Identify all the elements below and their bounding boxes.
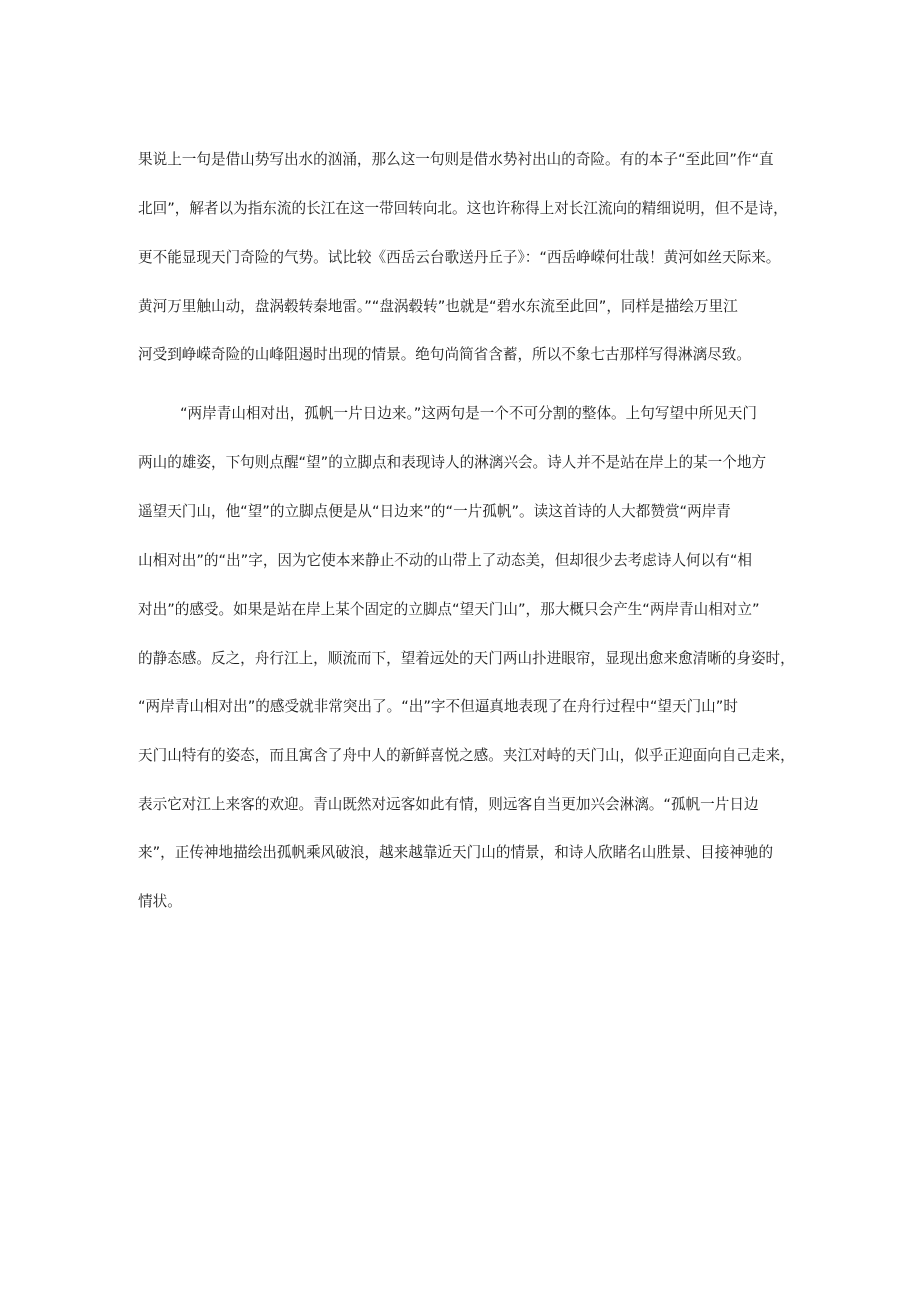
paragraph-2-line-6: 的静态感。反之，舟行江上，顺流而下，望着远处的天门两山扑进眼帘，显现出愈来愈清晰的身姿时， [138, 650, 795, 667]
paragraph-2-line-8: 天门山特有的姿态，而且寓含了舟中人的新鲜喜悦之感。夹江对峙的天门山，似乎正迎面向自己走来， [138, 747, 795, 764]
paragraph-1-line-5: 河受到峥嵘奇险的山峰阻遏时出现的情景。绝句尚简省含蓄，所以不象七古那样写得淋漓尽致。 [138, 346, 751, 363]
paragraph-2-line-9: 表示它对江上来客的欢迎。青山既然对远客如此有情，则远客自当更加兴会淋漓。“孤帆一片日边 [138, 796, 759, 813]
paragraph-1-line-4: 黄河万里触山动，盘涡毂转秦地雷。”“盘涡毂转”也就是“碧水东流至此回”，同样是描绘万里江 [138, 298, 738, 315]
paragraph-2-line-1: “两岸青山相对出，孤帆一片日边来。”这两句是一个不可分割的整体。上句写望中所见天门 [180, 405, 757, 422]
paragraph-2-line-4: 山相对出”的“出”字，因为它使本来静止不动的山带上了动态美，但却很少去考虑诗人何以有“相 [138, 552, 752, 569]
paragraph-2-line-2: 两山的雄姿，下句则点醒“望”的立脚点和表现诗人的淋漓兴会。诗人并不是站在岸上的某一个地方 [138, 454, 767, 471]
paragraph-1-line-3: 更不能显现天门奇险的气势。试比较《西岳云台歌送丹丘子》：“西岳峥嵘何壮哉！黄河如丝天际来。 [138, 249, 781, 266]
paragraph-2-line-3: 遥望天门山，他“望”的立脚点便是从“日边来”的“一片孤帆”。读这首诗的人大都赞赏“两岸青 [138, 503, 731, 520]
paragraph-1-line-1: 果说上一句是借山势写出水的汹涌，那么这一句则是借水势衬出山的奇险。有的本子“至此回”作“直 [138, 151, 774, 168]
paragraph-2-line-5: 对出”的感受。如果是站在岸上某个固定的立脚点“望天门山”，那大概只会产生“两岸青山相对立” [138, 601, 760, 618]
paragraph-2-line-10: 来”，正传神地描绘出孤帆乘风破浪，越来越靠近天门山的情景，和诗人欣睹名山胜景、目接神驰的 [138, 844, 774, 861]
paragraph-1-line-2: 北回”，解者以为指东流的长江在这一带回转向北。这也许称得上对长江流向的精细说明，但不是诗， [138, 200, 788, 217]
paragraph-2-line-11: 情状。 [138, 893, 182, 910]
paragraph-2-line-7: “两岸青山相对出”的感受就非常突出了。“出”字不但逼真地表现了在舟行过程中“望天门山”时 [138, 698, 738, 715]
